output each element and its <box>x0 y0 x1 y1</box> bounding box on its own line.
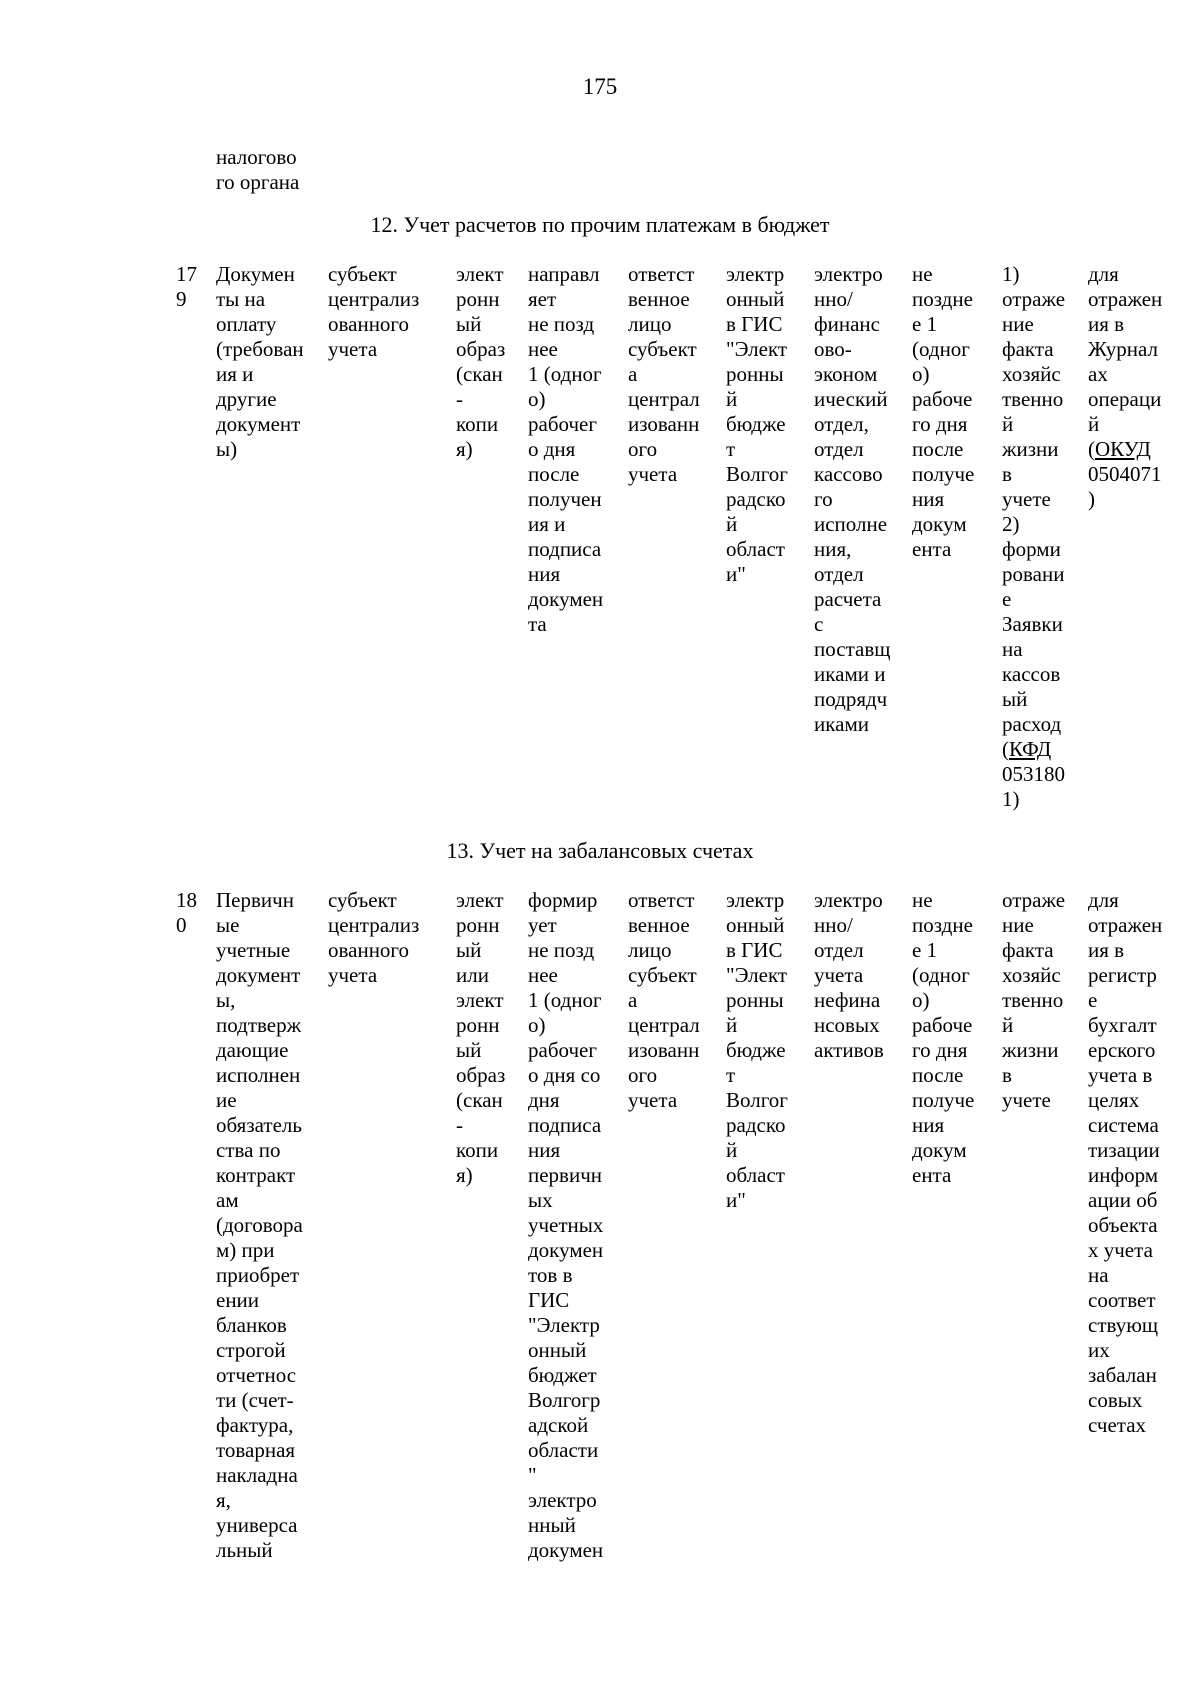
recipient-cell: электро нно/ финанс ово- эконом ический отдел, отдел кассово го исполне ния, отдел расчета с поставщ иками и подрядч иками <box>814 262 891 736</box>
register-cell: для отражен ия в регистр е бухгалт ерского учета в целях система тизации информ ации об объекта х учета на соответ ствующ их забалан совых счетах <box>1088 888 1163 1437</box>
section-title-12: 12. Учет расчетов по прочим платежам в бюджет <box>370 212 830 237</box>
deadline-cell: направл яет не позд нее 1 (одног о) рабочег о дня после получен ия и подписа ния докумен та <box>528 262 604 636</box>
term-cell: не поздне е 1 (одног о) рабоче го дня после получе ния докум ента <box>912 262 975 561</box>
section-title-13: 13. Учет на забалансовых счетах <box>446 838 754 863</box>
recipient-cell: электро нно/ отдел учета нефина нсовых активов <box>814 888 884 1062</box>
purpose-text: 1) отраже ние факта хозяйс твенно й жизни в учете 2) форми ровани е Заявки на кассов ый расход ( <box>1002 262 1066 761</box>
kfd-link[interactable]: КФД <box>1009 737 1052 761</box>
storage-cell: электр онный в ГИС "Элект ронны й бюдже т Волгог радско й област и" <box>726 888 788 1212</box>
format-cell: элект ронн ый или элект ронн ый образ (скан - копи я) <box>456 888 506 1187</box>
deadline-cell: формир ует не позд нее 1 (одног о) рабочег о дня со дня подписа ния первичн ых учетных докумен тов в ГИС "Электр онный бюджет Волгогр адской области " электро нный докумен <box>528 888 604 1562</box>
responsible-cell: ответст венное лицо субъект а централ изованн ого учета <box>628 262 700 486</box>
continued-cell-text: налогово го органа <box>216 145 300 194</box>
document-name-cell: Докумен ты на оплату (требован ия и другие документ ы) <box>216 262 304 461</box>
row-number: 18 0 <box>176 888 197 937</box>
purpose-cell <box>1002 262 1092 812</box>
creator-cell: субъект централиз ованного учета <box>328 888 420 987</box>
storage-cell: электр онный в ГИС "Элект ронны й бюдже т Волгог радско й област и" <box>726 262 788 586</box>
responsible-cell: ответст венное лицо субъект а централ изованн ого учета <box>628 888 700 1112</box>
format-cell: элект ронн ый образ (скан - копи я) <box>456 262 506 461</box>
page-number: 175 <box>582 74 618 99</box>
term-cell: не поздне е 1 (одног о) рабоче го дня после получе ния докум ента <box>912 888 975 1187</box>
creator-cell: субъект централиз ованного учета <box>328 262 420 361</box>
okud-link[interactable]: ОКУД <box>1095 437 1151 461</box>
purpose-code: 053180 1) <box>1002 762 1065 811</box>
purpose-cell: отраже ние факта хозяйс твенно й жизни в учете <box>1002 888 1066 1112</box>
document-name-cell: Первичн ые учетные документ ы, подтверж дающие исполнен ие обязатель ства по контракт ам (договора м) при приобрет ении бланков строгой отчетнос ти (счет- фактура, товарная накладна я, универса льный <box>216 888 303 1562</box>
register-cell <box>1088 262 1188 512</box>
register-code: 0504071 ) <box>1088 462 1162 511</box>
row-number: 17 9 <box>176 262 197 311</box>
register-text: для отражен ия в Журнал ах операци й ( <box>1088 262 1163 461</box>
